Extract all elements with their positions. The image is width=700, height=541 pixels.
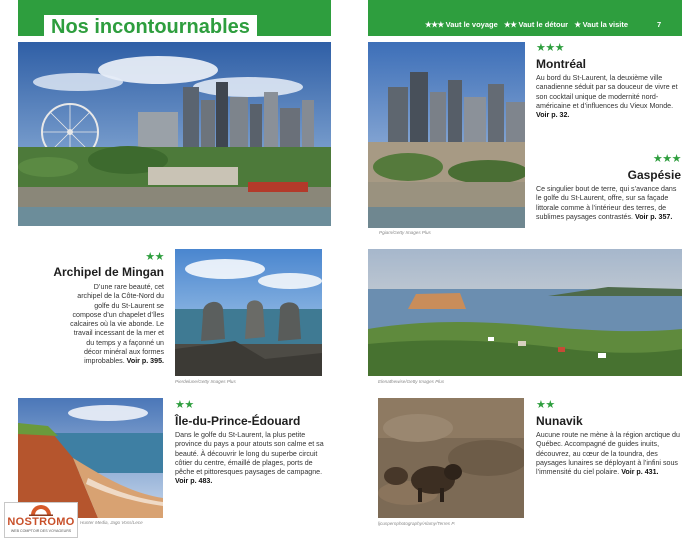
page-ref-montreal: Voir p. 32. [536, 111, 570, 120]
rating-stars-pei: ★★ [175, 399, 194, 411]
body-montreal: Au bord du St-Laurent, la deuxième ville canadienne séduit par sa douceur de vivre et son cocktail unique de modernité nord-américaine et d’influences du Vieux Monde. [536, 74, 678, 110]
heading-pei: Île-du-Prince-Édouard [175, 414, 301, 428]
rating-stars-mingan: ★★ [145, 251, 164, 263]
legend-label-2: Vaut le détour [518, 20, 569, 29]
photo-nunavik [378, 398, 524, 518]
description-gaspesie [536, 185, 680, 222]
rating-stars-montreal: ★★★ [536, 42, 565, 54]
heading-gaspesie: Gaspésie [627, 168, 681, 182]
photo-credit-mingan: Pierdelune/Getty Images Plus [175, 379, 236, 384]
header-band-right [368, 0, 682, 36]
logo-name: NOSTROMO [7, 516, 75, 528]
photo-credit-nunavik: ljcuspernphotography/Alamy/Terres P. [378, 521, 456, 526]
photo-montreal [368, 42, 525, 228]
rating-legend [425, 20, 628, 30]
description-montreal [536, 74, 680, 120]
photo-credit-perce: Elenathewise/Getty Images Plus [378, 379, 445, 384]
body-pei: Dans le golfe du St-Laurent, la plus petite province du pays a pour atouts son calme et sa beauté. À découvrir le long du superbe circuit côtier du centre, émaillé de plages, ports de pêche et pittoresques paysages de campagne. [175, 431, 324, 477]
legend-label-3: Vaut le voyage [445, 20, 498, 29]
body-nunavik: Aucune route ne mène à la région arctique du Québec. Accompagné de guides inuits, découvrez, au cœur de la toundra, des paysages lunaires se déployant à l’infini sous l’immensité du ciel polaire. [536, 431, 680, 477]
rating-stars-gaspesie: ★★★ [652, 153, 681, 165]
heading-montreal: Montréal [536, 57, 587, 71]
page-ref-pei: Voir p. 483. [175, 477, 213, 486]
page-title: Nos incontournables [44, 15, 257, 39]
photo-pei [18, 398, 163, 518]
description-mingan [70, 283, 164, 367]
body-gaspesie: Ce singulier bout de terre, qui s’avance dans le golfe du St-Laurent, offre, sur sa façade littorale comme à l’intérieur des terres, de sublimes paysages contrastés. [536, 185, 677, 221]
photo-credit-pei: Hunter Media, Jago Voss/Lece [80, 520, 143, 525]
photo-credit-montreal: Pgiam/Getty Images Plus [379, 230, 431, 235]
description-pei [175, 431, 325, 487]
photo-montreal-wide [18, 42, 331, 226]
rating-stars-nunavik: ★★ [536, 399, 555, 411]
star-icon: ★ [574, 20, 581, 29]
body-mingan: D’une rare beauté, cet archipel de la Côte-Nord du golfe du St-Laurent se compose d’un chapelet d’îles calcaires où la vie abonde. Le travail incessant de la mer et du temps y a façonné un décor minéral aux formes improbables. [70, 283, 164, 366]
legend-label-1: Vaut la visite [582, 20, 629, 29]
page-ref-nunavik: Voir p. 431. [621, 468, 659, 477]
heading-mingan: Archipel de Mingan [53, 265, 164, 279]
page-number: 7 [657, 20, 662, 29]
heading-nunavik: Nunavik [536, 414, 583, 428]
page-ref-gaspesie: Voir p. 357. [634, 212, 673, 221]
logo-emblem-icon [29, 504, 53, 516]
logo-tagline: WEB COMPTOIR DES VOYAGEURS [10, 529, 72, 533]
description-nunavik [536, 431, 680, 477]
star-icon: ★★★ [425, 20, 444, 29]
watermark-logo [4, 502, 78, 538]
page-ref-mingan: Voir p. 395. [126, 357, 164, 366]
star-icon: ★★ [504, 20, 517, 29]
photo-perce [368, 249, 682, 376]
photo-mingan [175, 249, 322, 376]
